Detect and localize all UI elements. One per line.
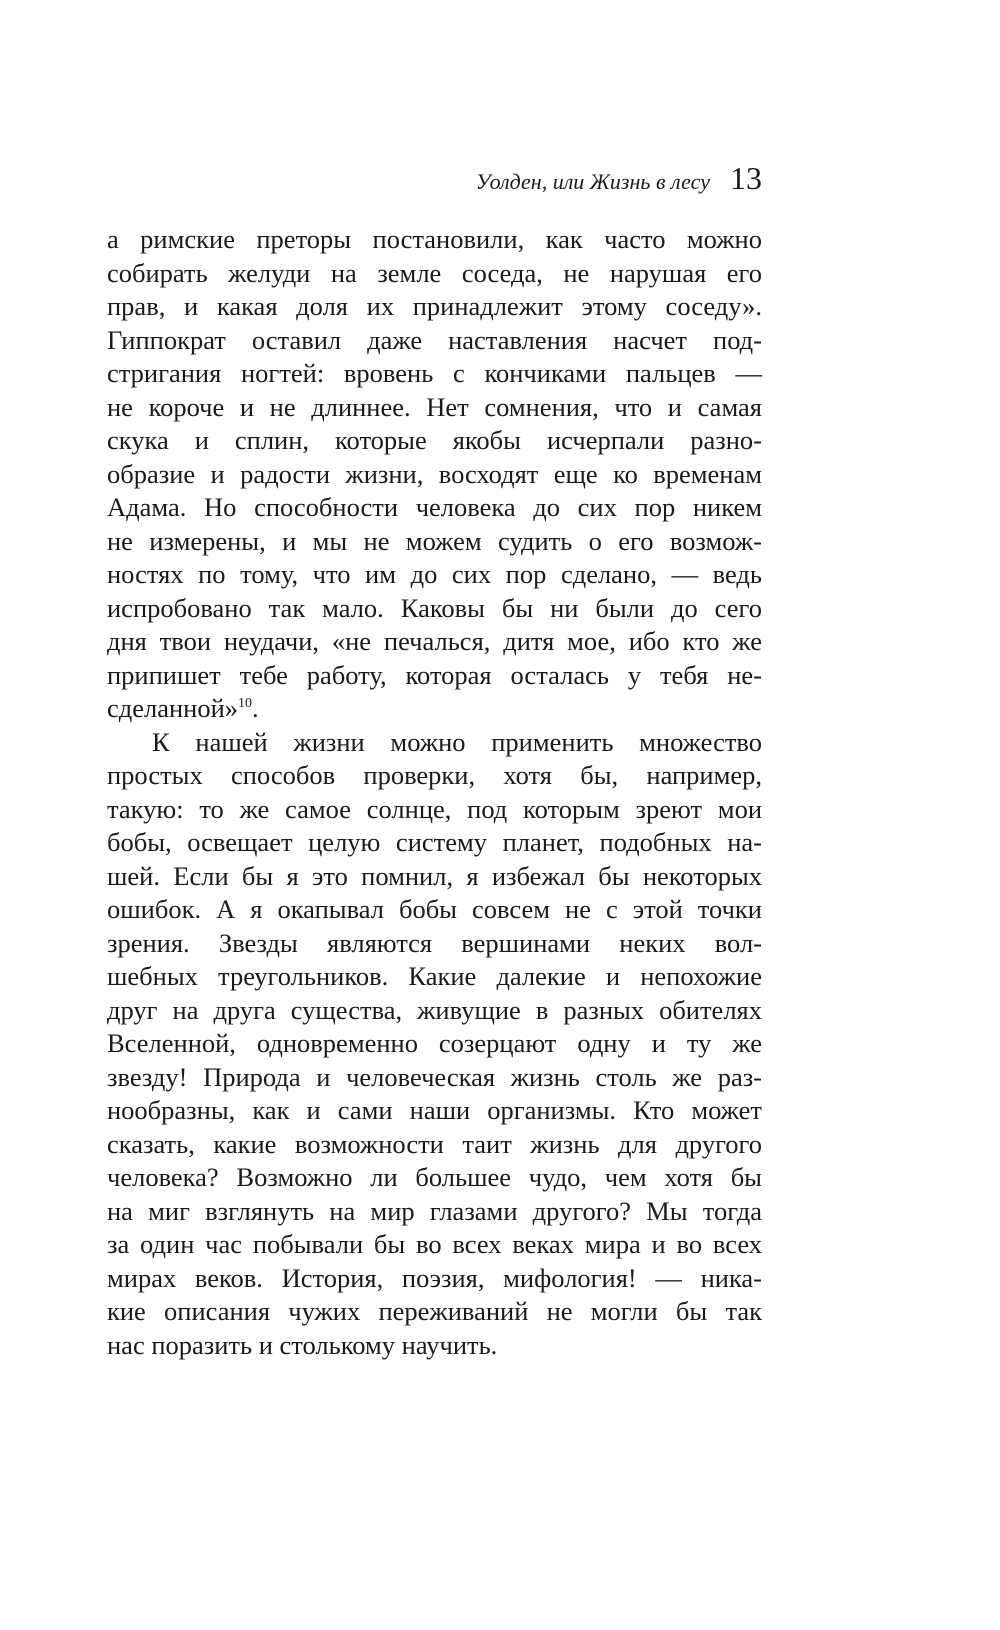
text-line: К нашей жизни можно применить множество xyxy=(152,726,762,757)
text-line: испробовано так мало. Каковы бы ни были до сего xyxy=(107,592,762,623)
text-line: стригания ногтей: вровень с кончиками пальцев — xyxy=(107,358,762,388)
text-line: за один час побывали бы во всех веках мира и во всех xyxy=(107,1229,762,1259)
text-line: скука и сплин, которые якобы исчерпали разно- xyxy=(107,425,762,455)
text-line: шей. Если бы я это помнил, я избежал бы некоторых xyxy=(107,860,762,891)
text-line: припишет тебе работу, которая осталась у тебя не- xyxy=(107,659,762,690)
text-line: ностях по тому, что им до сих пор сделано, — ведь xyxy=(107,559,762,589)
text-line: звезду! Природа и человеческая жизнь столь же раз- xyxy=(107,1061,762,1092)
text-line: Вселенной, одновременно созерцают одну и ту же xyxy=(107,1028,762,1058)
running-title: Уолден, или Жизнь в лесу xyxy=(475,169,710,194)
page-number: 13 xyxy=(730,160,762,196)
sentence-end: . xyxy=(252,693,259,723)
text-line: а римские преторы постановили, как часто можно xyxy=(107,224,762,254)
text-line: не короче и не длиннее. Нет сомнения, что и самая xyxy=(107,391,762,422)
text-line: простых способов проверки, хотя бы, например, xyxy=(107,760,762,790)
paragraph xyxy=(107,223,762,726)
running-header xyxy=(300,160,762,204)
text-line: нас поразить и столькому научить. xyxy=(107,1329,498,1360)
text-line: Адама. Но способности человека до сих пор никем xyxy=(107,492,762,522)
text-line: друг на друга существа, живущие в разных обителях xyxy=(107,994,762,1025)
text-line: мирах веков. История, поэзия, мифология! — ника- xyxy=(107,1262,762,1293)
footnote-ref[interactable]: 10 xyxy=(238,696,253,711)
text-line: дня твои неудачи, «не печалься, дитя мое, ибо кто же xyxy=(107,626,762,656)
body-text xyxy=(107,223,762,1362)
text-line: Гиппократ оставил даже наставления насчет под- xyxy=(107,324,762,355)
text-line: на миг взглянуть на мир глазами другого? Мы тогда xyxy=(107,1195,762,1226)
text-line: прав, и какая доля их принадлежит этому соседу». xyxy=(107,291,762,321)
text-line: такую: то же самое солнце, под которым зреют мои xyxy=(107,793,762,824)
text-line: кие описания чужих переживаний не могли бы так xyxy=(107,1296,762,1326)
text-line: не измерены, и мы не можем судить о его возмож- xyxy=(107,525,762,556)
text-line: образие и радости жизни, восходят еще ко временам xyxy=(107,458,762,489)
text-line: ошибок. А я окапывал бобы совсем не с этой точки xyxy=(107,894,762,924)
paragraph xyxy=(107,726,762,1363)
text-line: сказать, какие возможности таит жизнь для другого xyxy=(107,1128,762,1159)
text-line: нообразны, как и сами наши организмы. Кто может xyxy=(107,1095,762,1125)
text-line: зрения. Звезды являются вершинами неких вол- xyxy=(107,927,762,958)
text-line: человека? Возможно ли большее чудо, чем хотя бы xyxy=(107,1162,762,1192)
text-line: собирать желуди на земле соседа, не нарушая его xyxy=(107,257,762,288)
text-line: сделанной»$^{10}$. xyxy=(107,693,259,723)
text-line: бобы, освещает целую систему планет, подобных на- xyxy=(107,827,762,857)
text-line: шебных треугольников. Какие далекие и непохожие xyxy=(107,961,762,991)
